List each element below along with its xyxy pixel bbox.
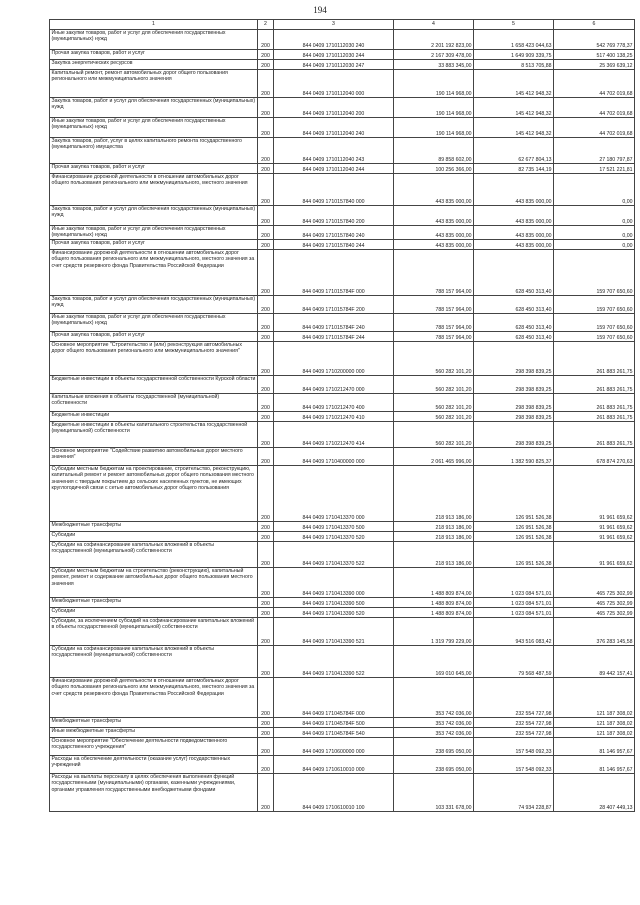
row-group-cell: 200 bbox=[258, 240, 274, 250]
row-code-cell: 844 0409 171015784F 000 bbox=[274, 250, 394, 296]
table-row bbox=[50, 60, 635, 70]
row-planned-amount-cell: 1 488 809 874,00 bbox=[394, 568, 474, 598]
row-name-cell: Бюджетные инвестиции bbox=[50, 412, 258, 422]
row-executed-amount-cell: 298 398 839,25 bbox=[474, 422, 554, 448]
row-code-cell: 844 0409 1710157840 244 bbox=[274, 240, 394, 250]
row-executed-amount-cell: 62 677 804,13 bbox=[474, 138, 554, 164]
table-row bbox=[50, 118, 635, 138]
row-name-cell: Иные закупки товаров, работ и услуг для обеспечения государственных (муниципальных) нужд bbox=[50, 226, 258, 240]
row-planned-amount-cell: 560 282 101,20 bbox=[394, 376, 474, 394]
table-row bbox=[50, 568, 635, 598]
row-group-cell: 200 bbox=[258, 532, 274, 542]
row-remaining-amount-cell: 465 725 302,99 bbox=[554, 598, 635, 608]
row-code-cell: 844 0409 1710600000 000 bbox=[274, 738, 394, 756]
row-executed-amount-cell: 126 951 526,38 bbox=[474, 522, 554, 532]
row-group-cell: 200 bbox=[258, 738, 274, 756]
row-remaining-amount-cell: 17 521 221,81 bbox=[554, 164, 635, 174]
row-group-cell: 200 bbox=[258, 314, 274, 332]
row-executed-amount-cell: 8 513 705,88 bbox=[474, 60, 554, 70]
row-planned-amount-cell: 89 858 602,00 bbox=[394, 138, 474, 164]
table-row bbox=[50, 332, 635, 342]
row-remaining-amount-cell: 261 883 261,75 bbox=[554, 342, 635, 376]
table-row bbox=[50, 774, 635, 812]
row-planned-amount-cell: 218 913 186,00 bbox=[394, 542, 474, 568]
row-remaining-amount-cell: 261 883 261,75 bbox=[554, 376, 635, 394]
row-remaining-amount-cell: 81 146 957,67 bbox=[554, 756, 635, 774]
table-row bbox=[50, 342, 635, 376]
row-planned-amount-cell: 443 835 000,00 bbox=[394, 174, 474, 206]
row-remaining-amount-cell: 91 961 659,62 bbox=[554, 542, 635, 568]
row-remaining-amount-cell: 44 702 019,68 bbox=[554, 70, 635, 98]
row-group-cell: 200 bbox=[258, 376, 274, 394]
row-planned-amount-cell: 788 157 964,00 bbox=[394, 296, 474, 314]
table-row bbox=[50, 532, 635, 542]
row-code-cell: 844 0409 1710413390 520 bbox=[274, 608, 394, 618]
row-name-cell: Расходы на выплаты персоналу в целях обеспечения выполнения функций государственными (муниципальными) органами, казенными учреждениями, органами управления государственными внебюджетными фондами bbox=[50, 774, 258, 812]
row-remaining-amount-cell: 121 187 308,02 bbox=[554, 678, 635, 718]
row-planned-amount-cell: 443 835 000,00 bbox=[394, 226, 474, 240]
row-planned-amount-cell: 100 256 366,00 bbox=[394, 164, 474, 174]
row-planned-amount-cell: 560 282 101,20 bbox=[394, 412, 474, 422]
row-planned-amount-cell: 443 835 000,00 bbox=[394, 240, 474, 250]
row-executed-amount-cell: 74 934 228,87 bbox=[474, 774, 554, 812]
table-row bbox=[50, 678, 635, 718]
row-planned-amount-cell: 443 835 000,00 bbox=[394, 206, 474, 226]
row-code-cell: 844 0409 1710112040 200 bbox=[274, 98, 394, 118]
table-row bbox=[50, 70, 635, 98]
row-remaining-amount-cell: 89 442 157,41 bbox=[554, 646, 635, 678]
table-row bbox=[50, 164, 635, 174]
table-row bbox=[50, 522, 635, 532]
row-executed-amount-cell: 145 412 948,32 bbox=[474, 70, 554, 98]
row-group-cell: 200 bbox=[258, 568, 274, 598]
row-executed-amount-cell: 443 835 000,00 bbox=[474, 174, 554, 206]
row-name-cell: Капитальный ремонт, ремонт автомобильных дорог общего пользования регионального или межмуниципального значения bbox=[50, 70, 258, 98]
row-code-cell: 844 0409 1710610010 100 bbox=[274, 774, 394, 812]
row-code-cell: 844 0409 1710112040 244 bbox=[274, 164, 394, 174]
table-row bbox=[50, 174, 635, 206]
row-group-cell: 200 bbox=[258, 646, 274, 678]
row-name-cell: Иные закупки товаров, работ и услуг для обеспечения государственных (муниципальных) нужд bbox=[50, 30, 258, 50]
row-group-cell: 200 bbox=[258, 118, 274, 138]
row-name-cell: Закупка энергетических ресурсов bbox=[50, 60, 258, 70]
row-name-cell: Иные межбюджетные трансферты bbox=[50, 728, 258, 738]
row-planned-amount-cell: 1 319 799 229,00 bbox=[394, 618, 474, 646]
row-executed-amount-cell: 628 450 313,40 bbox=[474, 296, 554, 314]
row-group-cell: 200 bbox=[258, 332, 274, 342]
row-executed-amount-cell: 1 023 084 571,01 bbox=[474, 598, 554, 608]
row-group-cell: 200 bbox=[258, 756, 274, 774]
table-row bbox=[50, 394, 635, 412]
table-row bbox=[50, 30, 635, 50]
row-executed-amount-cell: 628 450 313,40 bbox=[474, 250, 554, 296]
row-executed-amount-cell: 232 554 727,98 bbox=[474, 678, 554, 718]
row-planned-amount-cell: 560 282 101,20 bbox=[394, 422, 474, 448]
row-group-cell: 200 bbox=[258, 718, 274, 728]
row-executed-amount-cell: 126 951 526,38 bbox=[474, 542, 554, 568]
row-name-cell: Иные закупки товаров, работ и услуг для обеспечения государственных (муниципальных) нужд bbox=[50, 314, 258, 332]
row-name-cell: Субсидии, за исключением субсидий на софинансирование капитальных вложений в объекты государственной (муниципальной) собственности bbox=[50, 618, 258, 646]
row-name-cell: Бюджетные инвестиции в объекты государственной собственности Курской области bbox=[50, 376, 258, 394]
row-planned-amount-cell: 788 157 964,00 bbox=[394, 250, 474, 296]
row-code-cell: 844 0409 1710157840 000 bbox=[274, 174, 394, 206]
row-executed-amount-cell: 628 450 313,40 bbox=[474, 314, 554, 332]
row-planned-amount-cell: 218 913 186,00 bbox=[394, 466, 474, 522]
row-executed-amount-cell: 79 568 487,59 bbox=[474, 646, 554, 678]
row-name-cell: Основное мероприятие "Содействие развитию автомобильных дорог местного значения" bbox=[50, 448, 258, 466]
table-header-row bbox=[50, 20, 635, 30]
row-code-cell: 844 0409 1710413370 522 bbox=[274, 542, 394, 568]
row-planned-amount-cell: 103 331 678,00 bbox=[394, 774, 474, 812]
row-planned-amount-cell: 2 061 465 996,00 bbox=[394, 448, 474, 466]
row-code-cell: 844 0409 1710212470 400 bbox=[274, 394, 394, 412]
column-header: 4 bbox=[394, 20, 474, 30]
row-executed-amount-cell: 126 951 526,38 bbox=[474, 532, 554, 542]
row-planned-amount-cell: 238 695 050,00 bbox=[394, 756, 474, 774]
table-row bbox=[50, 718, 635, 728]
row-group-cell: 200 bbox=[258, 30, 274, 50]
row-code-cell: 844 0409 171045784F 540 bbox=[274, 728, 394, 738]
row-executed-amount-cell: 232 554 727,98 bbox=[474, 728, 554, 738]
row-remaining-amount-cell: 261 883 261,75 bbox=[554, 422, 635, 448]
row-remaining-amount-cell: 28 407 449,13 bbox=[554, 774, 635, 812]
row-name-cell: Прочая закупка товаров, работ и услуг bbox=[50, 164, 258, 174]
row-code-cell: 844 0409 1710112030 240 bbox=[274, 30, 394, 50]
table-row bbox=[50, 618, 635, 646]
budget-table bbox=[49, 19, 635, 812]
row-group-cell: 200 bbox=[258, 394, 274, 412]
row-remaining-amount-cell: 121 187 308,02 bbox=[554, 728, 635, 738]
row-name-cell: Субсидии bbox=[50, 532, 258, 542]
row-name-cell: Закупка товаров, работ и услуг для обеспечения государственных (муниципальных) нужд bbox=[50, 296, 258, 314]
row-group-cell: 200 bbox=[258, 98, 274, 118]
row-remaining-amount-cell: 27 180 797,87 bbox=[554, 138, 635, 164]
table-row bbox=[50, 98, 635, 118]
row-code-cell: 844 0409 1710413370 500 bbox=[274, 522, 394, 532]
row-planned-amount-cell: 788 157 964,00 bbox=[394, 332, 474, 342]
table-row bbox=[50, 466, 635, 522]
row-planned-amount-cell: 218 913 186,00 bbox=[394, 532, 474, 542]
table-row bbox=[50, 138, 635, 164]
row-code-cell: 844 0409 1710212470 414 bbox=[274, 422, 394, 448]
row-code-cell: 844 0409 1710112040 000 bbox=[274, 70, 394, 98]
row-code-cell: 844 0409 1710157840 240 bbox=[274, 226, 394, 240]
row-remaining-amount-cell: 159 707 650,60 bbox=[554, 314, 635, 332]
row-remaining-amount-cell: 44 702 019,68 bbox=[554, 98, 635, 118]
row-executed-amount-cell: 82 735 144,19 bbox=[474, 164, 554, 174]
row-remaining-amount-cell: 261 883 261,75 bbox=[554, 412, 635, 422]
row-code-cell: 844 0409 1710413390 000 bbox=[274, 568, 394, 598]
row-group-cell: 200 bbox=[258, 70, 274, 98]
row-code-cell: 844 0409 1710413390 521 bbox=[274, 618, 394, 646]
table-row bbox=[50, 206, 635, 226]
column-header: 5 bbox=[474, 20, 554, 30]
table-row bbox=[50, 646, 635, 678]
row-remaining-amount-cell: 542 769 778,37 bbox=[554, 30, 635, 50]
row-name-cell: Основное мероприятие "Обеспечение деятельности подведомственного государственного учреждения" bbox=[50, 738, 258, 756]
table-row bbox=[50, 412, 635, 422]
row-planned-amount-cell: 1 488 809 874,00 bbox=[394, 608, 474, 618]
row-planned-amount-cell: 2 201 192 823,00 bbox=[394, 30, 474, 50]
row-name-cell: Субсидии местным бюджетам на проектирование, строительство, реконструкцию, капитальный ремонт и ремонт автомобильных дорог общего пользования местного значения с твердым покрытием до сельских населенных пунктов, не имеющих круглогодичной связи с сетью автомобильных дорог общего пользования bbox=[50, 466, 258, 522]
row-remaining-amount-cell: 465 725 302,99 bbox=[554, 608, 635, 618]
row-remaining-amount-cell: 159 707 650,60 bbox=[554, 296, 635, 314]
row-remaining-amount-cell: 0,00 bbox=[554, 226, 635, 240]
row-remaining-amount-cell: 517 400 138,25 bbox=[554, 50, 635, 60]
row-remaining-amount-cell: 0,00 bbox=[554, 174, 635, 206]
row-planned-amount-cell: 353 742 036,00 bbox=[394, 678, 474, 718]
row-executed-amount-cell: 298 398 839,25 bbox=[474, 412, 554, 422]
row-code-cell: 844 0409 1710413370 000 bbox=[274, 466, 394, 522]
row-planned-amount-cell: 218 913 186,00 bbox=[394, 522, 474, 532]
row-group-cell: 200 bbox=[258, 422, 274, 448]
row-name-cell: Бюджетные инвестиции в объекты капитального строительства государственной (муниципальной) собственности bbox=[50, 422, 258, 448]
row-group-cell: 200 bbox=[258, 250, 274, 296]
row-executed-amount-cell: 157 548 092,33 bbox=[474, 756, 554, 774]
row-executed-amount-cell: 145 412 948,32 bbox=[474, 118, 554, 138]
row-executed-amount-cell: 443 835 000,00 bbox=[474, 226, 554, 240]
row-code-cell: 844 0409 1710400000 000 bbox=[274, 448, 394, 466]
table-row bbox=[50, 756, 635, 774]
row-group-cell: 200 bbox=[258, 774, 274, 812]
row-group-cell: 200 bbox=[258, 412, 274, 422]
row-executed-amount-cell: 157 548 092,33 bbox=[474, 738, 554, 756]
row-remaining-amount-cell: 121 187 308,02 bbox=[554, 718, 635, 728]
row-group-cell: 200 bbox=[258, 618, 274, 646]
row-remaining-amount-cell: 159 707 650,60 bbox=[554, 332, 635, 342]
row-name-cell: Межбюджетные трансферты bbox=[50, 598, 258, 608]
column-header: 1 bbox=[50, 20, 258, 30]
row-code-cell: 844 0409 1710212470 000 bbox=[274, 376, 394, 394]
row-remaining-amount-cell: 44 702 019,68 bbox=[554, 118, 635, 138]
table-row bbox=[50, 598, 635, 608]
row-executed-amount-cell: 298 398 839,25 bbox=[474, 376, 554, 394]
row-executed-amount-cell: 1 023 084 571,01 bbox=[474, 568, 554, 598]
row-planned-amount-cell: 2 167 309 478,00 bbox=[394, 50, 474, 60]
row-code-cell: 844 0409 1710112040 240 bbox=[274, 118, 394, 138]
row-code-cell: 844 0409 1710112030 244 bbox=[274, 50, 394, 60]
row-name-cell: Межбюджетные трансферты bbox=[50, 522, 258, 532]
row-name-cell: Субсидии местным бюджетам на строительство (реконструкцию), капитальный ремонт, ремонт и содержание автомобильных дорог общего пользования местного значения bbox=[50, 568, 258, 598]
table-row bbox=[50, 226, 635, 240]
row-group-cell: 200 bbox=[258, 164, 274, 174]
column-header: 3 bbox=[274, 20, 394, 30]
row-code-cell: 844 0409 1710413390 500 bbox=[274, 598, 394, 608]
row-group-cell: 200 bbox=[258, 678, 274, 718]
table-row bbox=[50, 50, 635, 60]
row-planned-amount-cell: 353 742 036,00 bbox=[394, 718, 474, 728]
row-name-cell: Основное мероприятие "Строительство и (или) реконструкция автомобильных дорог общего пользования регионального или межмуниципального значения" bbox=[50, 342, 258, 376]
row-executed-amount-cell: 443 835 000,00 bbox=[474, 240, 554, 250]
row-code-cell: 844 0409 1710157840 200 bbox=[274, 206, 394, 226]
row-name-cell: Финансирование дорожной деятельности в отношении автомобильных дорог общего пользования регионального или межмуниципального, местного значения за счет средств резервного фонда Правительства Российской Федерации bbox=[50, 250, 258, 296]
row-planned-amount-cell: 788 157 964,00 bbox=[394, 314, 474, 332]
row-name-cell: Прочая закупка товаров, работ и услуг bbox=[50, 240, 258, 250]
table-row bbox=[50, 422, 635, 448]
row-group-cell: 200 bbox=[258, 138, 274, 164]
row-remaining-amount-cell: 91 961 659,62 bbox=[554, 522, 635, 532]
row-executed-amount-cell: 298 398 839,25 bbox=[474, 394, 554, 412]
row-name-cell: Закупка товаров, работ и услуг для обеспечения государственных (муниципальных) нужд bbox=[50, 206, 258, 226]
row-remaining-amount-cell: 91 961 659,62 bbox=[554, 466, 635, 522]
row-executed-amount-cell: 126 951 526,38 bbox=[474, 466, 554, 522]
row-code-cell: 844 0409 1710112040 243 bbox=[274, 138, 394, 164]
row-code-cell: 844 0409 1710413370 520 bbox=[274, 532, 394, 542]
row-code-cell: 844 0409 1710610010 000 bbox=[274, 756, 394, 774]
row-remaining-amount-cell: 91 961 659,62 bbox=[554, 532, 635, 542]
table-row bbox=[50, 296, 635, 314]
row-code-cell: 844 0409 1710200000 000 bbox=[274, 342, 394, 376]
table-row bbox=[50, 314, 635, 332]
row-name-cell: Субсидии на софинансирование капитальных вложений в объекты государственной (муниципальной) собственности bbox=[50, 542, 258, 568]
row-code-cell: 844 0409 171045784F 500 bbox=[274, 718, 394, 728]
table-row bbox=[50, 376, 635, 394]
row-code-cell: 844 0409 1710112030 247 bbox=[274, 60, 394, 70]
row-executed-amount-cell: 298 398 839,25 bbox=[474, 342, 554, 376]
row-code-cell: 844 0409 171045784F 000 bbox=[274, 678, 394, 718]
row-group-cell: 200 bbox=[258, 206, 274, 226]
row-remaining-amount-cell: 0,00 bbox=[554, 206, 635, 226]
row-planned-amount-cell: 560 282 101,20 bbox=[394, 342, 474, 376]
row-group-cell: 200 bbox=[258, 466, 274, 522]
row-name-cell: Капитальные вложения в объекты государственной (муниципальной) собственности bbox=[50, 394, 258, 412]
row-executed-amount-cell: 145 412 948,32 bbox=[474, 98, 554, 118]
page-number: 194 bbox=[313, 5, 327, 15]
table-row bbox=[50, 448, 635, 466]
column-header: 6 bbox=[554, 20, 635, 30]
row-planned-amount-cell: 190 114 968,00 bbox=[394, 98, 474, 118]
row-code-cell: 844 0409 171015784F 244 bbox=[274, 332, 394, 342]
row-group-cell: 200 bbox=[258, 522, 274, 532]
table-row bbox=[50, 608, 635, 618]
row-executed-amount-cell: 443 835 000,00 bbox=[474, 206, 554, 226]
row-name-cell: Расходы на обеспечение деятельности (оказание услуг) государственных учреждений bbox=[50, 756, 258, 774]
row-planned-amount-cell: 190 114 968,00 bbox=[394, 70, 474, 98]
row-group-cell: 200 bbox=[258, 448, 274, 466]
row-planned-amount-cell: 190 114 968,00 bbox=[394, 118, 474, 138]
row-name-cell: Иные закупки товаров, работ и услуг для обеспечения государственных (муниципальных) нужд bbox=[50, 118, 258, 138]
row-planned-amount-cell: 353 742 036,00 bbox=[394, 728, 474, 738]
row-executed-amount-cell: 1 658 423 044,63 bbox=[474, 30, 554, 50]
row-planned-amount-cell: 33 883 345,00 bbox=[394, 60, 474, 70]
row-name-cell: Финансирование дорожной деятельности в отношении автомобильных дорог общего пользования регионального или межмуниципального, местного значения за счет средств резервного фонда Правительства Российской Федерации bbox=[50, 678, 258, 718]
row-code-cell: 844 0409 1710212470 410 bbox=[274, 412, 394, 422]
row-name-cell: Прочая закупка товаров, работ и услуг bbox=[50, 50, 258, 60]
table-row bbox=[50, 738, 635, 756]
table-row bbox=[50, 728, 635, 738]
row-remaining-amount-cell: 81 146 957,67 bbox=[554, 738, 635, 756]
row-name-cell: Межбюджетные трансферты bbox=[50, 718, 258, 728]
row-group-cell: 200 bbox=[258, 174, 274, 206]
row-group-cell: 200 bbox=[258, 342, 274, 376]
row-executed-amount-cell: 628 450 313,40 bbox=[474, 332, 554, 342]
row-planned-amount-cell: 1 488 809 874,00 bbox=[394, 598, 474, 608]
row-remaining-amount-cell: 261 883 261,75 bbox=[554, 394, 635, 412]
row-remaining-amount-cell: 376 283 145,58 bbox=[554, 618, 635, 646]
row-remaining-amount-cell: 0,00 bbox=[554, 240, 635, 250]
row-group-cell: 200 bbox=[258, 728, 274, 738]
row-name-cell: Прочая закупка товаров, работ и услуг bbox=[50, 332, 258, 342]
row-group-cell: 200 bbox=[258, 598, 274, 608]
row-remaining-amount-cell: 465 725 302,99 bbox=[554, 568, 635, 598]
row-remaining-amount-cell: 678 874 270,63 bbox=[554, 448, 635, 466]
table-row bbox=[50, 542, 635, 568]
row-executed-amount-cell: 943 516 083,42 bbox=[474, 618, 554, 646]
row-executed-amount-cell: 1 649 909 339,75 bbox=[474, 50, 554, 60]
row-group-cell: 200 bbox=[258, 60, 274, 70]
column-header: 2 bbox=[258, 20, 274, 30]
row-planned-amount-cell: 560 282 101,20 bbox=[394, 394, 474, 412]
row-name-cell: Субсидии на софинансирование капитальных вложений в объекты государственной (муниципальной) собственности bbox=[50, 646, 258, 678]
table-row bbox=[50, 240, 635, 250]
row-group-cell: 200 bbox=[258, 542, 274, 568]
row-executed-amount-cell: 1 023 084 571,01 bbox=[474, 608, 554, 618]
row-name-cell: Финансирование дорожной деятельности в отношении автомобильных дорог общего пользования регионального или межмуниципального, местного значения bbox=[50, 174, 258, 206]
row-group-cell: 200 bbox=[258, 50, 274, 60]
row-code-cell: 844 0409 171015784F 200 bbox=[274, 296, 394, 314]
row-group-cell: 200 bbox=[258, 608, 274, 618]
row-executed-amount-cell: 232 554 727,98 bbox=[474, 718, 554, 728]
row-planned-amount-cell: 238 695 050,00 bbox=[394, 738, 474, 756]
table-row bbox=[50, 250, 635, 296]
row-code-cell: 844 0409 1710413390 522 bbox=[274, 646, 394, 678]
row-name-cell: Закупка товаров, работ и услуг для обеспечения государственных (муниципальных) нужд bbox=[50, 98, 258, 118]
row-name-cell: Закупка товаров, работ, услуг в целях капитального ремонта государственного (муниципального) имущества bbox=[50, 138, 258, 164]
row-code-cell: 844 0409 171015784F 240 bbox=[274, 314, 394, 332]
row-remaining-amount-cell: 25 369 639,12 bbox=[554, 60, 635, 70]
row-name-cell: Субсидии bbox=[50, 608, 258, 618]
row-executed-amount-cell: 1 382 590 825,37 bbox=[474, 448, 554, 466]
row-planned-amount-cell: 169 010 645,00 bbox=[394, 646, 474, 678]
row-group-cell: 200 bbox=[258, 226, 274, 240]
row-group-cell: 200 bbox=[258, 296, 274, 314]
row-remaining-amount-cell: 159 707 650,60 bbox=[554, 250, 635, 296]
